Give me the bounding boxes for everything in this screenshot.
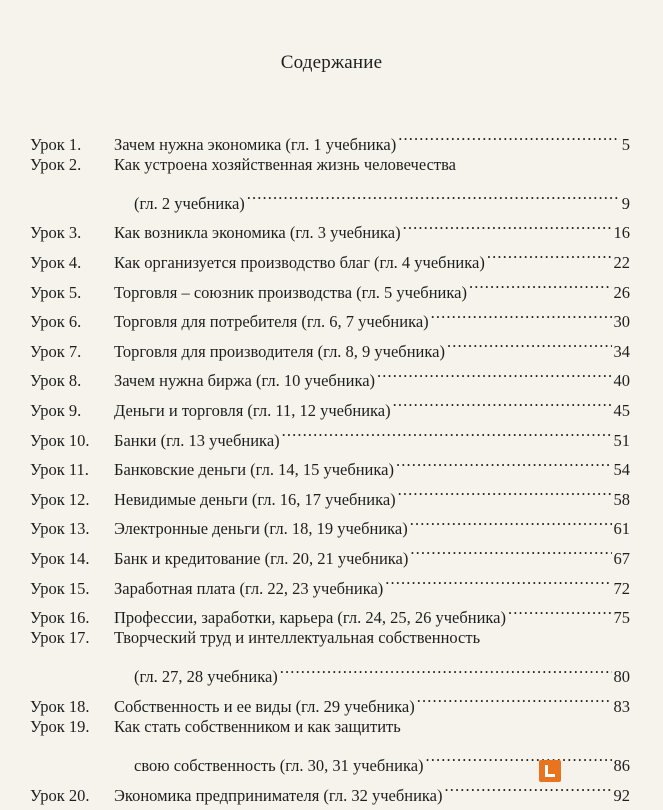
dot-leader — [444, 771, 611, 801]
lesson-number: Урок 16. — [30, 608, 90, 628]
lesson-number: Урок 18. — [30, 696, 90, 716]
dot-leader — [410, 534, 611, 564]
toc-line — [30, 120, 630, 154]
lesson-number: Урок 7. — [30, 341, 82, 361]
dot-leader — [508, 594, 612, 624]
dot-leader — [247, 179, 620, 209]
lesson-title: Как возникла экономика (гл. 3 учебника) — [114, 223, 401, 243]
dot-leader — [410, 505, 612, 535]
dot-leader — [393, 386, 612, 416]
labirint-logo-icon — [539, 760, 561, 782]
dot-leader — [280, 653, 612, 683]
toc-entry — [30, 150, 630, 213]
lesson-title: Заработная плата (гл. 22, 23 учебника) — [114, 578, 384, 598]
toc-entry — [30, 120, 630, 154]
page-title: Содержание — [280, 52, 383, 73]
lesson-number: Урок 5. — [30, 282, 82, 302]
lesson-number: Урок 20. — [30, 785, 90, 805]
page-number: 45 — [613, 400, 630, 420]
lesson-number: Урок 8. — [30, 371, 82, 391]
page-number: 9 — [621, 193, 630, 213]
toc-entry — [30, 623, 630, 687]
page-number: 26 — [613, 282, 630, 302]
page-number: 92 — [613, 785, 630, 805]
lesson-title: свою собственность (гл. 30, 31 учебника) — [134, 756, 424, 776]
dot-leader — [396, 446, 612, 476]
page-number: 67 — [613, 548, 630, 568]
lesson-title: Как стать собственником и как защитить — [114, 716, 401, 736]
page-number: 86 — [613, 756, 630, 776]
toc-line — [30, 209, 630, 243]
toc-line — [30, 712, 630, 742]
lesson-number: Урок 13. — [30, 519, 90, 539]
dot-leader — [417, 682, 612, 712]
lesson-title: Профессии, заработки, карьера (гл. 24, 25, 26 учебника) — [114, 608, 506, 628]
toc-line — [30, 653, 630, 687]
lesson-number: Урок 19. — [30, 716, 90, 736]
toc-line — [30, 682, 630, 716]
page-number: 61 — [613, 519, 630, 539]
toc-entry — [30, 209, 630, 243]
dot-leader — [377, 357, 611, 387]
dot-leader — [282, 416, 612, 446]
lesson-title: Зачем нужна биржа (гл. 10 учебника) — [114, 371, 376, 391]
dot-leader — [469, 268, 612, 298]
lesson-title: Банки (гл. 13 учебника) — [114, 430, 280, 450]
page-number: 30 — [613, 312, 630, 332]
lesson-number: Урок 3. — [30, 223, 82, 243]
page-number: 22 — [613, 252, 630, 272]
page-number: 83 — [613, 696, 630, 716]
lesson-title: Собственность и ее виды (гл. 29 учебника) — [114, 696, 415, 716]
page-number: 72 — [613, 578, 630, 598]
table-of-contents — [30, 120, 630, 805]
dot-leader — [398, 475, 612, 505]
dot-leader — [447, 327, 612, 357]
lesson-number: Урок 9. — [30, 400, 82, 420]
toc-line — [30, 179, 630, 213]
lesson-title: Банк и кредитование (гл. 20, 21 учебника) — [114, 548, 409, 568]
lesson-title: Невидимые деньги (гл. 16, 17 учебника) — [114, 489, 396, 509]
page-number: 40 — [613, 371, 630, 391]
page-number: 34 — [613, 341, 630, 361]
lesson-number: Урок 1. — [30, 134, 82, 154]
lesson-title: Торговля для производителя (гл. 8, 9 учебника) — [114, 341, 445, 361]
lesson-title: Торговля – союзник производства (гл. 5 учебника) — [114, 282, 467, 302]
dot-leader — [426, 741, 612, 771]
lesson-title: Зачем нужна экономика (гл. 1 учебника) — [114, 134, 397, 154]
toc-line — [30, 150, 630, 180]
page-number: 51 — [613, 430, 630, 450]
lesson-title: (гл. 27, 28 учебника) — [134, 667, 278, 687]
lesson-number: Урок 12. — [30, 489, 90, 509]
lesson-number: Урок 17. — [30, 628, 90, 648]
dot-leader — [487, 238, 612, 268]
page-number: 58 — [613, 489, 630, 509]
lesson-number: Урок 11. — [30, 460, 89, 480]
dot-leader — [403, 209, 612, 239]
lesson-number: Урок 14. — [30, 548, 90, 568]
page-number: 5 — [621, 134, 630, 154]
page-number: 80 — [613, 667, 630, 687]
toc-entry — [30, 682, 630, 716]
lesson-title: Деньги и торговля (гл. 11, 12 учебника) — [114, 400, 391, 420]
lesson-title: Творческий труд и интеллектуальная собственность — [114, 628, 481, 648]
lesson-title: Как организуется производство благ (гл. 4 учебника) — [114, 252, 485, 272]
lesson-number: Урок 10. — [30, 430, 90, 450]
lesson-title: (гл. 2 учебника) — [134, 193, 245, 213]
lesson-title: Электронные деньги (гл. 18, 19 учебника) — [114, 519, 408, 539]
dot-leader — [431, 298, 612, 328]
lesson-title: Торговля для потребителя (гл. 6, 7 учебника) — [114, 312, 429, 332]
lesson-number: Урок 15. — [30, 578, 90, 598]
page-number: 75 — [613, 608, 630, 628]
lesson-number: Урок 2. — [30, 154, 82, 174]
lesson-title: Экономика предпринимателя (гл. 32 учебника) — [114, 785, 443, 805]
page-number: 54 — [613, 460, 630, 480]
toc-line — [30, 623, 630, 653]
dot-leader — [398, 120, 620, 150]
lesson-title: Как устроена хозяйственная жизнь человечества — [114, 154, 457, 174]
lesson-title: Банковские деньги (гл. 14, 15 учебника) — [114, 460, 394, 480]
lesson-number: Урок 4. — [30, 252, 82, 272]
page-number: 16 — [613, 223, 630, 243]
dot-leader — [385, 564, 611, 594]
lesson-number: Урок 6. — [30, 312, 82, 332]
